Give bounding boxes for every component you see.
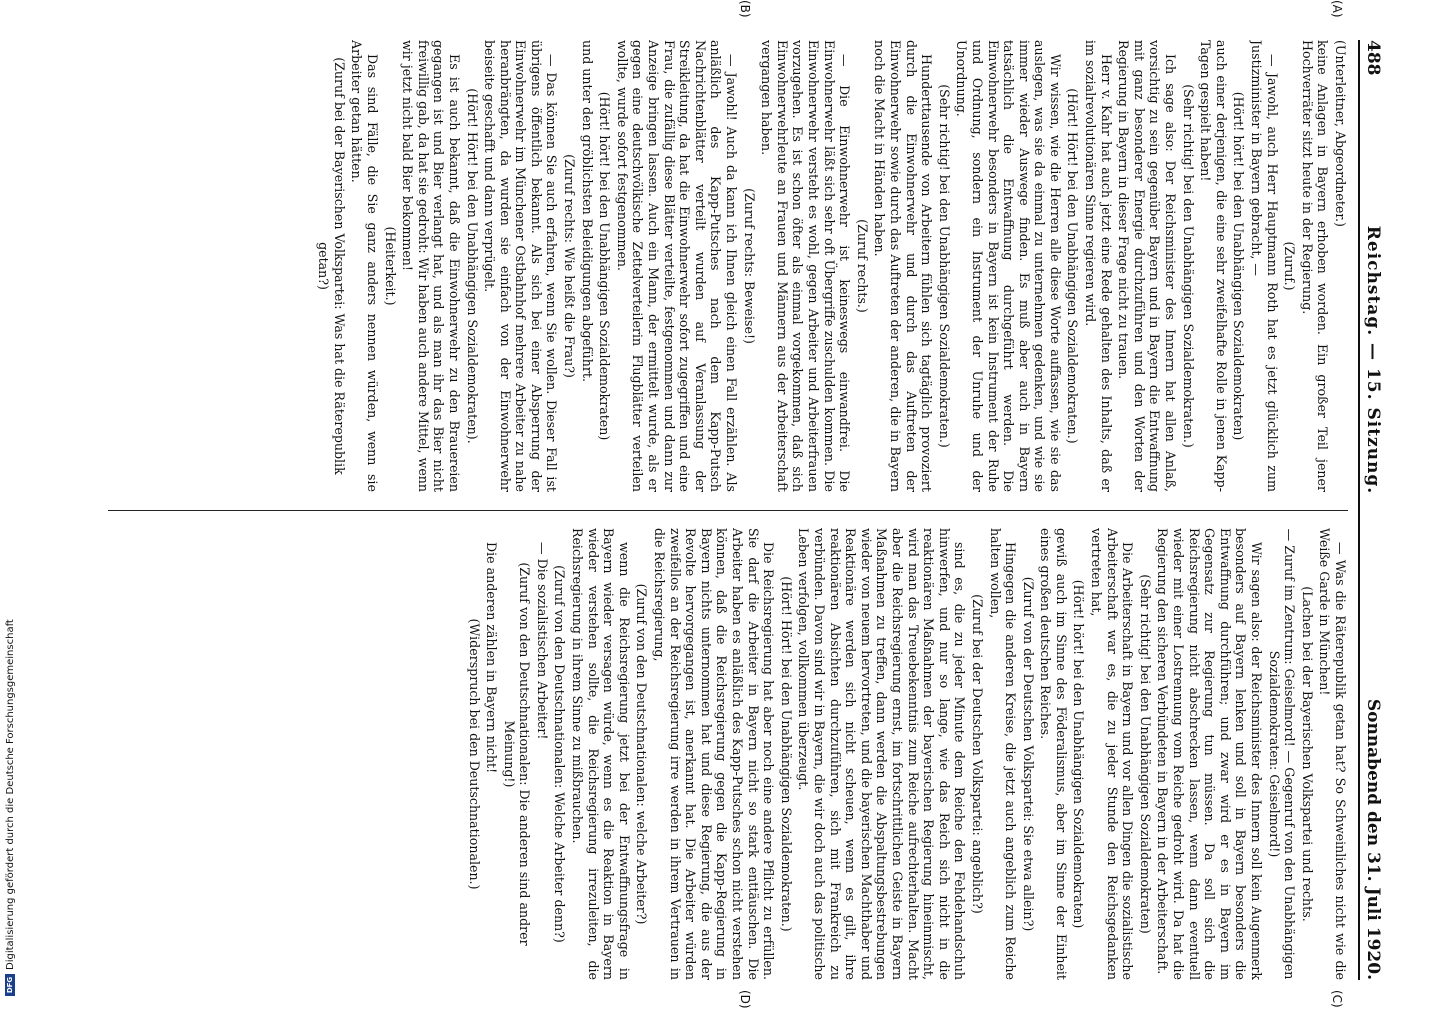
right-column-paragraph: (Hört! Hört! bei den Unabhängigen Sozialdemokraten.)	[778, 576, 794, 932]
left-column-paragraph: keine Anlagen in Bayern erhoben worden. Ein großer Teil jener Hochverräter sitzt heute in der Regierung.	[1299, 40, 1331, 492]
left-column-paragraph: (Heiterkeit.)	[382, 226, 398, 306]
left-column-paragraph: (Zuruf rechts.)	[854, 219, 870, 313]
right-column-paragraph: (Lachen bei der Bayerischen Volkspartei und rechts.	[1299, 586, 1315, 922]
right-column-paragraph: Die anderen zählen in Bayern nicht!	[484, 542, 500, 774]
right-column-paragraph: Wir sagen also: der Reichsminister des Innern soll kein Augenmerk besonders auf Bayern lenken und soll in Bayern besonders die Entwaffnung durchführen; und zwar wird er es in Bayern im Gegensatz zur Regierung tun müssen. Da soll sich die Reichsregierung nicht abschrecken lassen, wenn dann eventuell wieder mit einer Lostrennung vom Reiche gedroht wird. Da hat die Regierung den sicheren Verbündeten in Bayern in der Arbeiterschaft.	[1155, 528, 1265, 980]
scanned-page	[92, 0, 1392, 1009]
right-column-paragraph: sind es, die zu jeder Minute dem Reiche den Fehdehandschuh hinwerfen, und nur so lange, wie das Reich sich nicht in die reaktionären Maßnahmen der bayerischen Regierung hineinmischt, wird man das Treuebekenntnis zum Reiche aufrechterhalten. Macht aber die Reichsregierung ernst, im fortschrittlichen Geiste in Bayern Maßnahmen zu treffen, dann werden die Abspaltungsbestrebungen wieder von neuem hervortreten, und die bayerischen Machthaber und Reaktionäre werden sich nicht scheuen, wenn es gilt, ihre reaktionären Absichten durchzuführen, sich mit Frankreich zu verbünden. Davon sind wir in Bayern, die wir doch auch das politische Leben verfolgen, vollkommen überzeugt.	[796, 528, 968, 980]
left-column-paragraph: — Jawohl, auch Herr Hauptmann Roth hat es jetzt glücklich zum Justizminister in Bayern gebracht, —	[1249, 40, 1280, 492]
margin-marker-b: (B)	[738, 0, 752, 18]
left-column-paragraph: Hunderttausende von Arbeitern fühlen sich tagtäglich provoziert durch die Einwohnerwehr und durch das Auftreten der Einwohnerwehr sowie durch das Auftreten der anderen, die in Bayern noch die Macht in Händen haben.	[872, 40, 935, 492]
left-column-paragraph: (Hört! hört! bei den Unabhängigen Sozialdemokraten)	[1231, 91, 1247, 441]
left-column-paragraph: Es ist auch bekannt, daß die Einwohnerwehr zu den Brauereien gegangen ist und Bier verlangt hat, und als man ihr das Bier nicht freiwillig gab, da hat sie gedroht: Wir haben auch andere Mittel, wenn wir jetzt nicht bald Bier bekommen!	[400, 40, 462, 492]
left-column-paragraph: (Sehr richtig! bei den Unabhängigen Sozialdemokraten.)	[1180, 84, 1196, 448]
right-column-paragraph: (Sehr richtig! bei den Unabhängigen Sozialdemokraten)	[1137, 574, 1153, 934]
margin-marker-a: (A)	[1330, 0, 1344, 18]
right-column-paragraph: Hingegen die anderen Kreise, die jetzt auch angeblich zum Reiche halten wollen,	[987, 528, 1019, 980]
left-column-paragraph: — Die Einwohnerwehr ist keineswegs einwandfrei. Die Einwohnerwehr läßt sich sehr oft Übergriffe zuschulden kommen. Die Einwohnerwehr versteht es wohl, gegen Arbeiter und Arbeiterfrauen vorzugehen. Es ist schon öfter als einmal vorgekommen, daß sich Einwohnerwehrleute an Frauen und Männern aus der Arbeiterschaft vergangen haben.	[759, 40, 853, 492]
left-column-paragraph: (Hört! Hört! bei den Unabhängigen Sozialdemokraten.)	[1065, 88, 1081, 444]
left-column-paragraph: (Zuruf rechts: Beweise!)	[741, 188, 757, 344]
margin-marker-c: (C)	[1330, 990, 1344, 1008]
left-column-paragraph: (Unterleitner, Abgeordneter.)	[1333, 40, 1348, 227]
right-column-paragraph: Die Reichsregierung hat aber noch eine andere Pflicht zu erfüllen. Sie darf die Arbeiter in Bayern nicht so stark enttäuschen. Die Arbeiter haben es anläßlich des Kapp-Putsches schon nicht verstehen können, daß die Reichsregierung gegen die Kapp-Regierung in Bayern nichts unternommen hat und diese Regierung, die aus der Revolte hervorgegangen ist, anerkannt hat. Die Arbeiter würden zweifellos an der Reichsregierung irre werden in ihrem Vertrauen in die Reichsregierung,	[652, 528, 777, 980]
right-column-paragraph: (Zuruf von den Deutschnationalen: Welche Arbeiter denn?)	[552, 565, 568, 943]
right-column-paragraph: wenn die Reichsregierung jetzt bei der Entwaffnungsfrage in Bayern wieder versagen würde, wenn es die Reaktion in Bayern wieder verstehen sollte, die Reichsregierung irrezuleiten, die Reichsregierung in ihrem Sinne zu mißbrauchen.	[570, 528, 632, 980]
digitization-credit	[0, 0, 20, 1000]
left-column-paragraph: — Jawohl! Auch da kann ich Ihnen gleich einen Fall erzählen. Als anläßlich des Kapp-Putsches nach dem Kapp-Putsch Nachrichtenblätter verteilt wurden auf Veranlassung der Streikleitung, da hat die Einwohnerwehr sofort zugegriffen und eine Frau, die zufällig diese Blätter verteilte, festgenommen und dann zur Anzeige bringen lassen. Auch ein Mann, der ermittelt wurde, als er gegen eine deutschvölkische Zettelverteilerin Flugblätter verteilen wollte, wurde sofort festgenommen.	[614, 40, 740, 492]
session-date: Sonnabend den 31. Juli 1920.	[1363, 698, 1383, 980]
right-column-paragraph: (Zuruf bei der Deutschen Volkspartei: angeblich?)	[969, 594, 985, 914]
right-column-paragraph: (Hört! hört! bei den Unabhängigen Sozialdemokraten)	[1071, 579, 1087, 929]
left-column-paragraph: (Hört! hört! bei den Unabhängigen Sozialdemokraten)	[597, 91, 613, 441]
page-number: 488	[1363, 40, 1383, 76]
dfg-logo: DFG	[5, 974, 15, 996]
right-column-paragraph: (Zuruf von der Deutschen Volkspartei: Sie etwa allein?)	[1020, 576, 1036, 932]
right-column-paragraph: (Zuruf von den Deutschnationalen: Die anderen sind andrer Meinung!)	[501, 562, 533, 946]
left-column-paragraph: Das sind Fälle, die Sie ganz anders nennen würden, wenn sie Arbeiter getan hätten.	[349, 40, 380, 492]
margin-marker-d: (D)	[738, 990, 752, 1009]
right-column-paragraph: gewiß auch im Sinne des Föderalismus, aber im Sinne der Einheit eines großen deutschen Reiches.	[1038, 528, 1069, 980]
left-column-paragraph: (Zuruf bei der Bayerischen Volkspartei: Was hat die Räterepublik getan?)	[316, 57, 347, 475]
page-header	[1358, 40, 1392, 980]
left-column-paragraph: (Sehr richtig! bei den Unabhängigen Sozialdemokraten.)	[936, 84, 952, 448]
right-column-paragraph: — Zuruf im Zentrum: Geiselmord! — Gegenruf von den Unabhängigen Sozialdemokraten: Geiselmord!)	[1266, 528, 1298, 980]
left-column-paragraph: auch einer derjenigen, die eine sehr zweifelhafte Rolle in jenen Kapp-Tagen gespielt haben!	[1198, 40, 1229, 492]
left-column-paragraph: Ich sage also: Der Reichsminister des Innern hat allen Anlaß, vorsichtig zu sein gegenüber Bayern und in Bayern die Entwaffnung mit ganz besonderer Energie durchzuführen und den Worten der Regierung in Bayern in dieser Frage nicht zu trauen.	[1116, 40, 1179, 492]
right-column-paragraph: — Was die Räterepublik getan hat? So Schweinliches nicht wie die Weiße Garde in München!	[1317, 528, 1348, 980]
right-text-column	[98, 528, 1348, 980]
right-column-paragraph: Die Arbeiterschaft in Bayern und vor allen Dingen die sozialistische Arbeiterschaft war es, die zu jeder Stunde den Reichsgedanken vertreten hat,	[1089, 528, 1136, 980]
left-column-paragraph: Wir wissen, wie die Herren alle diese Worte auffassen, wie sie das auslegen, was sie da einmal zu unternehmen gedenken, und wie sie immer wieder Auswege finden. Es muß aber auch in Bayern tatsächlich die Entwaffnung durchgeführt werden. Die Einwohnerwehr besonders in Bayern ist kein Instrument der Ruhe und Ordnung, sondern ein Instrument der Unruhe und der Unordnung.	[954, 40, 1063, 492]
left-column-paragraph: und unter den gröblichsten Beleidigungen abgeführt.	[579, 40, 595, 382]
left-column-paragraph: (Hört! Hört! bei den Unabhängigen Sozialdemokraten).	[464, 88, 480, 444]
left-text-column	[98, 40, 1348, 492]
page-title: Reichstag. — 15. Sitzung.	[1363, 225, 1383, 495]
right-column-paragraph: (Zuruf von den Deutschnationalen: welche Arbeiter?)	[634, 583, 650, 925]
left-column-paragraph: — Das können Sie auch erfahren, wenn Sie wollen. Dieser Fall ist übrigens öffentlich bekannt. Als sich bei einer Absperrung der Einwohnerwehr im Münchener Ostbahnhof mehrere Arbeiter zu nahe heranbrängten, da wurden sie einfach von der Einwohnerwehr beiseite geschafft und dann verprügelt.	[482, 40, 560, 492]
left-column-paragraph: (Zuruf rechts: Wie heißt die Frau?)	[562, 154, 578, 378]
column-divider	[108, 510, 1348, 511]
left-column-paragraph: (Zuruf.)	[1282, 241, 1298, 291]
right-column-paragraph: (Widerspruch bei den Deutschnationalen.)	[466, 618, 482, 890]
left-column-paragraph: Herr v. Kahr hat auch jetzt eine Rede gehalten des Inhalts, daß er im sozialrevolutionären Sinne regieren wird.	[1083, 40, 1114, 492]
credit-text: Digitalisierung gefördert durch die Deutsche Forschungsgemeinschaft	[4, 619, 16, 970]
right-column-paragraph: — Die sozialistischen Arbeiter!	[534, 542, 550, 740]
